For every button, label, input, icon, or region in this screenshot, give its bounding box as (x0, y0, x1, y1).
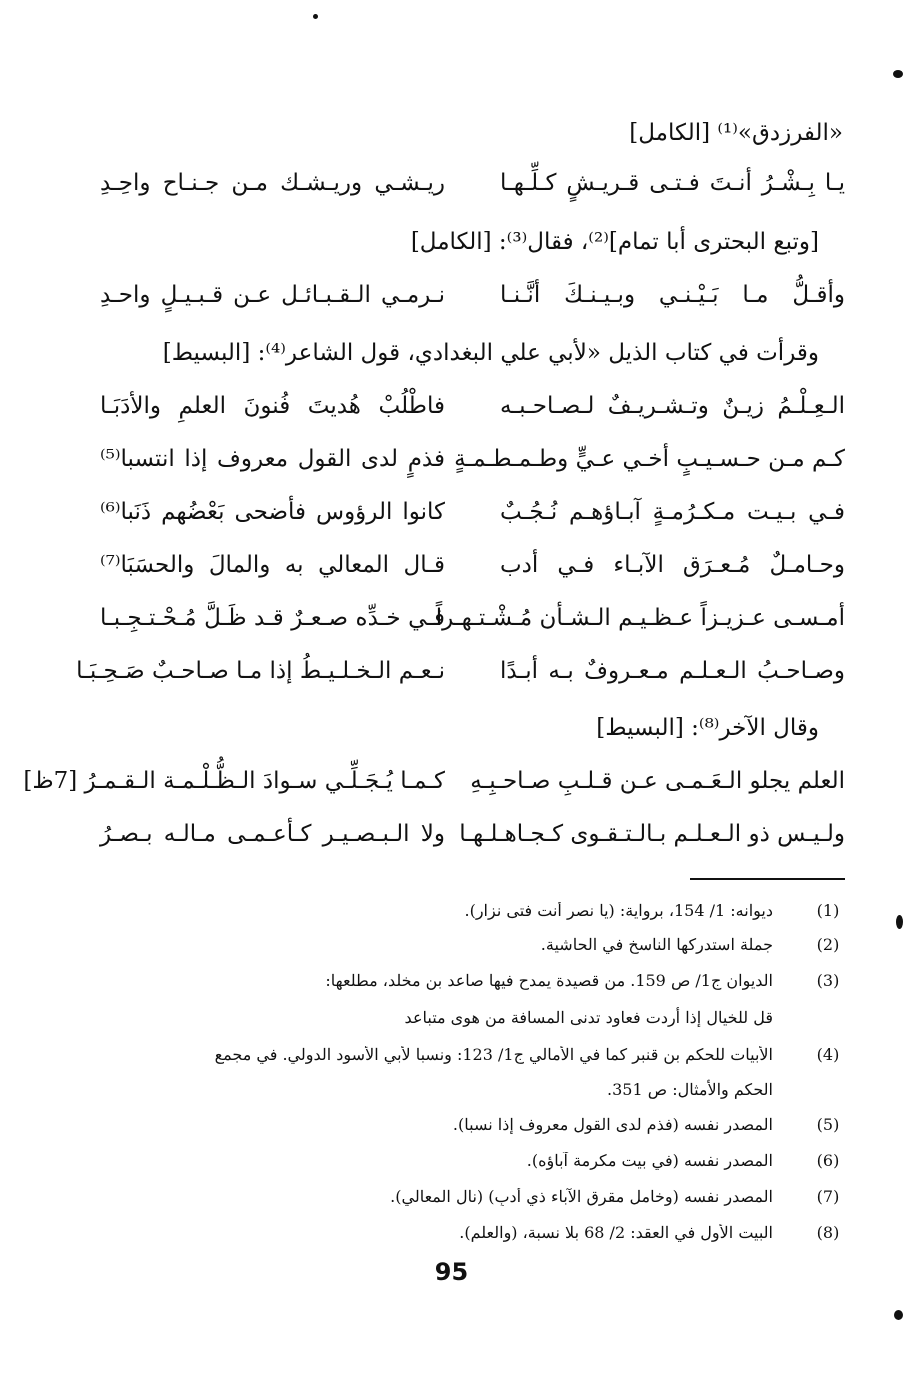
footnote-number: (7) (816, 1187, 840, 1206)
ink-dot (313, 14, 318, 19)
verse-hemistich-left: فاطْلُبْ هُديتَ فُنونَ العلمِ والأدَبَـا (100, 393, 445, 419)
verse-hemistich-right: وأقـلُّ مـا بَـيْـنـي وبـيـنـكَ أنَّـنـا (500, 282, 845, 308)
verse-hemistich-right: ولـيـس ذو الـعـلـم بـالـتـقـوى كـجـاهـلـهـا (459, 821, 845, 847)
verse-hemistich-right: وصـاحـبُ الـعـلـم مـعـروفٌ بـه أبـدًا (500, 658, 845, 684)
footnote-text: جملة استدركها الناسخ في الحاشية. (540, 936, 773, 954)
verse-line (100, 554, 845, 590)
verse-hemistich-left: ولا الـبـصـيـر كـأعـمـى مـالـه بـصـرُ (100, 821, 445, 847)
footnote (100, 1152, 843, 1174)
source-heading: «الفرزدق»⁽¹⁾ [الكامل] (629, 120, 843, 146)
prose-line: وقرأت في كتاب الذيل «لأبي علي البغدادي، قول الشاعر⁽⁴⁾: [البسيط] (162, 340, 819, 366)
footnote-number: (5) (816, 1115, 840, 1134)
footnote-number: (2) (816, 935, 840, 954)
footnote-number: (1) (816, 901, 840, 920)
verse-line (23, 768, 845, 806)
verse-hemistich-right: يـا بِـشْـرُ أنـتَ فـتـى قـريـشٍ كـلِّـهـا (500, 170, 845, 196)
footnote (100, 1046, 843, 1068)
verse-hemistich-right: وحـامـلٌ مُـعـرَق الآبـاء فـي أدب (500, 552, 845, 578)
verse-hemistich-left: فذمٍ لدى القول معروف إذا انتسبا⁽⁵⁾ (100, 446, 445, 472)
prose-line: [وتبع البحترى أبا تمام]⁽²⁾، فقال⁽³⁾: [الكامل] (410, 229, 819, 255)
footnote (100, 902, 843, 924)
footnote (100, 1224, 843, 1246)
footnote-text: الديوان ج1/ ص 159. من قصيدة يمدح فيها صاعد بن مخلد، مطلعها: (325, 972, 773, 990)
verse-hemistich-left: قـال المعالي به والمالَ والحسَبَا⁽⁷⁾ (100, 552, 445, 578)
footnote-number: (8) (816, 1223, 840, 1242)
footnote-number: (6) (816, 1151, 840, 1170)
margin-mark (896, 915, 903, 929)
verse-hemistich-right: أمـسـى عـزيـزاً عـظـيـم الـشـأن مُـشْـتـهـراً (435, 605, 845, 631)
verse-line (100, 501, 845, 537)
footnote (100, 1188, 843, 1210)
footnote-text: ديوانه: 1/ 154، برواية: (يا نصر أنت فتى نزار). (464, 902, 773, 920)
verse-hemistich-left: كانوا الرؤوس فأضحى بَعْضُهم ذَنَبا⁽⁶⁾ (100, 499, 445, 525)
footnote-verse-quote: قل للخيال إذا أردت فعاود تدنى المسافة من هوى متباعد (404, 1008, 773, 1027)
verse-hemistich-right: العلم يجلو الـعَـمـى عـن قـلـبِ صـاحـبِـهِ (470, 768, 845, 794)
verse-line (100, 172, 845, 208)
verse-hemistich-left: ريـشـي وريـشـك مـن جـنـاح واحِـدِ (100, 170, 445, 196)
footnote-text: المصدر نفسه (وخامل مقرق الآباء ذي أدبٍ) (نال المعالي). (390, 1188, 773, 1206)
footnote-number: (3) (816, 971, 840, 990)
verse-hemistich-left: كـمـا يُـجَـلِّـي سـوادَ الـظُّـلْـمـة الـقـمـرُ [7ظ] (23, 768, 445, 794)
verse-hemistich-left: نـرمـي الـقـبـائـل عـن قـبـيـلٍ واحـدِ (100, 282, 445, 308)
footnote (100, 936, 843, 958)
footnote-separator (690, 878, 845, 880)
page-number: 95 (434, 1258, 469, 1286)
verse-line (100, 607, 845, 643)
footnote-number: (4) (816, 1045, 840, 1064)
prose-line: وقال الآخر⁽⁸⁾: [البسيط] (596, 715, 819, 741)
verse-line (100, 395, 845, 431)
footnote (100, 1116, 843, 1138)
verse-line (100, 448, 845, 484)
verse-hemistich-right: كـم مـن حـسـيـبٍ أخـي عـيٍّ وطـمـطـمـةٍ (454, 446, 845, 472)
footnote (100, 972, 843, 994)
verse-hemistich-right: فـي بـيـت مـكـرُمـةٍ آبـاؤهـم نُـجُـبٌ (500, 499, 845, 525)
footnote-text: الأبيات للحكم بن قنبر كما في الأمالي ج1/ 123: ونسبا لأبي الأسود الدولي. في مجمع (214, 1046, 773, 1064)
verse-hemistich-left: فـي خـدِّه صـعـرٌ قـد ظَـلَّ مُـحْـتـجِـبـا (100, 605, 445, 631)
verse-line (76, 658, 845, 696)
footnote-text: البيت الأول في العقد: 2/ 68 بلا نسبة، (والعلم). (459, 1224, 773, 1242)
footnote-text: المصدر نفسه (في بيت مكرمة آباؤه). (526, 1152, 773, 1170)
verse-line (100, 284, 845, 320)
verse-line (100, 823, 845, 859)
footnote-continuation: الحكم والأمثال: ص 351. (607, 1080, 773, 1099)
margin-mark (893, 70, 903, 78)
margin-mark (894, 1310, 903, 1320)
verse-hemistich-left: نـعـم الـخـلـيـطُ إذا مـا صـاحـبٌ صَـحِـبَـا (76, 658, 445, 684)
verse-hemistich-right: الـعِـلْـمُ زيـنٌ وتـشـريـفٌ لـصـاحـبـه (500, 393, 845, 419)
footnote-text: المصدر نفسه (فذم لدى القول معروف إذا نسبا). (452, 1116, 773, 1134)
